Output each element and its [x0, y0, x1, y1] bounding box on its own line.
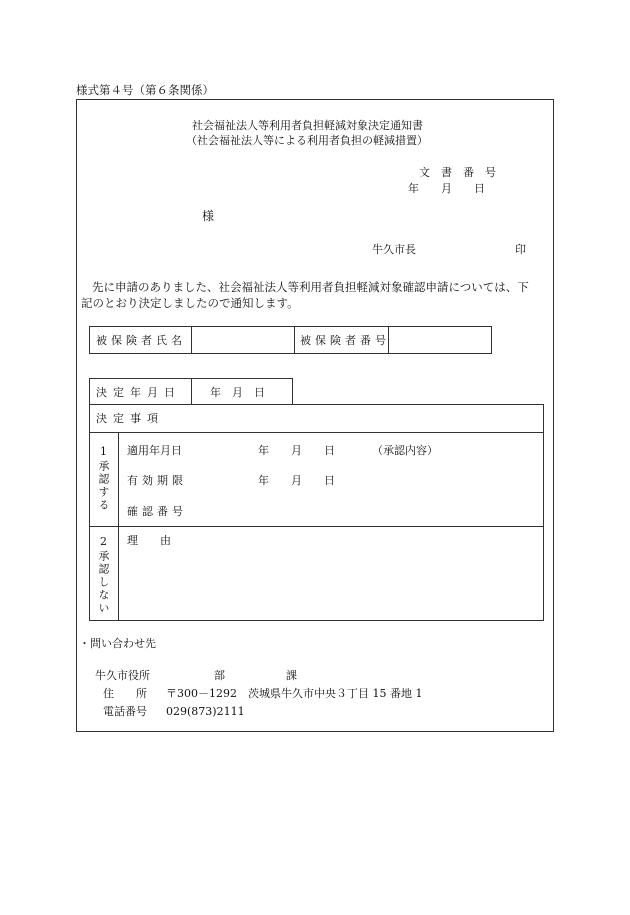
- contact-address-label: 住 所: [103, 687, 147, 700]
- reject-vertical-label: 2承認しない: [97, 535, 110, 615]
- confirm-number-label: 確認番号: [127, 505, 187, 518]
- validity-value: 年 月 日: [258, 474, 335, 487]
- body-text-line-1: 先に申請のありました、社会福祉法人等利用者負担軽減対象確認申請については、下: [92, 280, 529, 294]
- contact-heading: ・問い合わせ先: [79, 637, 156, 650]
- contact-office: 牛久市役所: [95, 669, 150, 682]
- document-number-label: 文 書 番 号: [419, 166, 496, 179]
- title-line-1: 社会福祉法人等利用者負担軽減対象決定通知書: [192, 119, 423, 132]
- body-text-line-2: 記のとおり決定しましたので通知します。: [81, 296, 299, 310]
- contact-phone-value: 029(873)2111: [166, 705, 245, 718]
- decision-items-table: [89, 404, 544, 621]
- recipient-suffix: 様: [202, 209, 215, 223]
- seal-mark: 印: [515, 243, 526, 256]
- decision-date-value: 年 月 日: [210, 386, 265, 399]
- decision-date-box: [89, 378, 293, 405]
- decision-items-label: 決定事項: [96, 412, 164, 425]
- insured-number-value[interactable]: [390, 329, 488, 351]
- title-line-2: （社会福祉法人等による利用者負担の軽減措置）: [186, 134, 428, 147]
- insured-info-table: [89, 326, 492, 354]
- apply-date-value: 年 月 日: [258, 444, 335, 457]
- contact-address-value: 〒300－1292 茨城県牛久市中央３丁目 15 番地 1: [166, 687, 423, 700]
- notice-frame: [76, 99, 554, 732]
- contact-section: 課: [286, 669, 297, 682]
- insured-name-label: 被保険者氏名: [96, 334, 186, 347]
- insured-name-value[interactable]: [194, 329, 292, 351]
- contact-phone-label: 電話番号: [103, 705, 147, 718]
- form-number: 様式第４号（第６条関係）: [76, 83, 214, 97]
- issue-date: 年 月 日: [408, 182, 485, 195]
- insured-number-label: 被保険者番号: [300, 334, 390, 347]
- decision-date-label: 決定年月日: [96, 386, 181, 399]
- apply-date-label: 適用年月日: [127, 444, 182, 457]
- issuer-name: 牛久市長: [372, 243, 416, 256]
- approval-content-label: （承認内容）: [372, 444, 438, 457]
- validity-label: 有効期限: [127, 474, 187, 487]
- contact-department: 部: [214, 669, 225, 682]
- reject-reason-label: 理 由: [127, 534, 171, 547]
- approve-vertical-label: 1承認する: [97, 445, 110, 512]
